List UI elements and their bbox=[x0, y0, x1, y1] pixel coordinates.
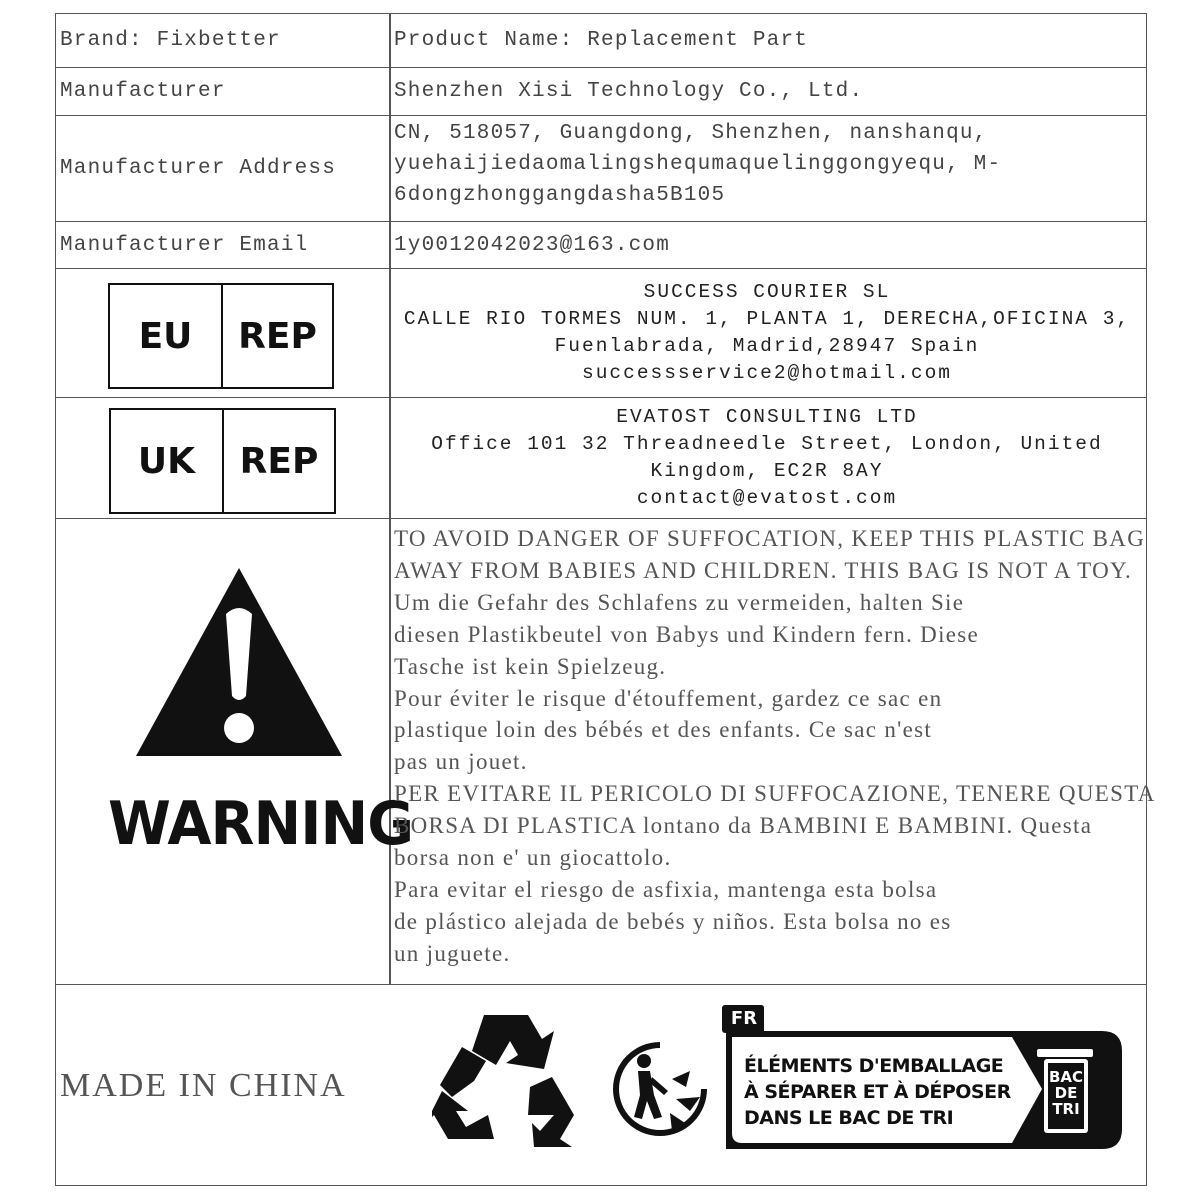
email-row bbox=[56, 222, 1146, 269]
address-line: yuehaijiedaomalingshequmaquelinggongyequ, M- bbox=[394, 153, 1002, 176]
warning-line: BORSA DI PLASTICA lontano da BAMBINI E BAMBINI. Questa bbox=[394, 813, 1093, 839]
bin-line: TRI bbox=[1052, 1100, 1080, 1118]
column-divider bbox=[389, 398, 391, 519]
uk-rep-row bbox=[56, 398, 1146, 519]
column-divider bbox=[389, 519, 391, 985]
warning-line: Para evitar el riesgo de asfixia, mantenga esta bolsa bbox=[394, 876, 938, 902]
warning-line: plastique loin des bébés et des enfants. Ce sac n'est bbox=[394, 717, 933, 743]
warning-line: Pour éviter le risque d'étouffement, gardez ce sac en bbox=[394, 685, 943, 711]
uk-rep-line: Office 101 32 Threadneedle Street, London, United bbox=[431, 433, 1103, 455]
address-line: CN, 518057, Guangdong, Shenzhen, nanshanqu, bbox=[394, 122, 988, 145]
warning-line: pas un jouet. bbox=[394, 749, 528, 775]
warning-line: AWAY FROM BABIES AND CHILDREN. THIS BAG IS NOT A TOY. bbox=[394, 557, 1132, 583]
tri-line: DANS LE BAC DE TRI bbox=[744, 1107, 954, 1129]
manufacturer-value: Shenzhen Xisi Technology Co., Ltd. bbox=[394, 80, 864, 103]
warning-line: Tasche ist kein Spielzeug. bbox=[394, 653, 667, 679]
uk-rep-label: REP bbox=[239, 440, 319, 482]
address-label: Manufacturer Address bbox=[60, 157, 337, 180]
eu-rep-line: SUCCESS COURIER SL bbox=[643, 281, 891, 303]
column-divider bbox=[389, 68, 391, 116]
warning-triangle-icon bbox=[134, 564, 344, 764]
recycling-bin-icon bbox=[1048, 1069, 1084, 1117]
warning-label: WARNING bbox=[108, 789, 414, 859]
warning-line: TO AVOID DANGER OF SUFFOCATION, KEEP THIS PLASTIC BAG bbox=[394, 526, 1146, 551]
warning-line: Um die Gefahr des Schlafens zu vermeiden, halten Sie bbox=[394, 589, 965, 615]
bin-line: DE bbox=[1054, 1084, 1078, 1102]
eu-label: EU bbox=[110, 285, 223, 387]
eu-rep-line: Fuenlabrada, Madrid,28947 Spain bbox=[554, 335, 980, 357]
fr-badge: FR bbox=[724, 1005, 764, 1031]
warning-line: diesen Plastikbeutel von Babys und Kindern fern. Diese bbox=[394, 621, 980, 647]
eu-rep-line: successservice2@hotmail.com bbox=[582, 362, 952, 384]
uk-rep-line: EVATOST CONSULTING LTD bbox=[616, 406, 918, 428]
warning-line: PER EVITARE IL PERICOLO DI SUFFOCAZIONE, TENERE QUESTA bbox=[394, 781, 1156, 807]
column-divider bbox=[389, 222, 391, 269]
column-divider bbox=[389, 116, 391, 222]
made-in-china-text: MADE IN CHINA bbox=[60, 1067, 347, 1104]
tri-line: ÉLÉMENTS D'EMBALLAGE bbox=[744, 1055, 1004, 1077]
eu-rep-badge bbox=[108, 283, 334, 389]
warning-row bbox=[56, 519, 1156, 985]
column-divider bbox=[389, 269, 391, 398]
tri-line: À SÉPARER ET À DÉPOSER bbox=[744, 1081, 1011, 1103]
footer-row bbox=[56, 985, 1146, 1185]
email-label: Manufacturer Email bbox=[60, 233, 309, 257]
uk-rep-line: Kingdom, EC2R 8AY bbox=[650, 460, 884, 482]
brand-row bbox=[56, 14, 1146, 68]
product-name-text: Product Name: Replacement Part bbox=[394, 29, 809, 52]
bin-line: BAC bbox=[1048, 1068, 1084, 1086]
recycle-icon bbox=[432, 1007, 582, 1152]
warning-statement bbox=[394, 523, 1156, 970]
triman-icon bbox=[610, 1039, 710, 1139]
address-row bbox=[56, 116, 1146, 222]
address-value bbox=[394, 116, 1140, 221]
manufacturer-label: Manufacturer bbox=[60, 80, 226, 103]
warning-line: de plástico alejada de bebés y niños. Esta bolsa no es bbox=[394, 908, 952, 934]
tri-instructions bbox=[744, 1053, 1011, 1131]
eu-rep-row bbox=[56, 269, 1146, 398]
eu-rep-contact bbox=[394, 269, 1140, 397]
column-divider bbox=[389, 14, 391, 68]
address-line: 6dongzhonggangdasha5B105 bbox=[394, 184, 726, 207]
uk-rep-contact bbox=[394, 398, 1140, 518]
eu-rep-label: REP bbox=[238, 315, 317, 357]
email-value: 1y0012042023@163.com bbox=[394, 233, 671, 257]
uk-rep-badge bbox=[109, 408, 336, 514]
warning-line: un juguete. bbox=[394, 940, 511, 966]
manufacturer-row bbox=[56, 68, 1146, 116]
brand-text: Brand: Fixbetter bbox=[60, 29, 281, 52]
eu-rep-line: CALLE RIO TORMES NUM. 1, PLANTA 1, DERECHA,OFICINA 3, bbox=[403, 308, 1131, 330]
uk-label: UK bbox=[111, 410, 224, 512]
product-info-sheet bbox=[55, 13, 1156, 1186]
warning-line: borsa non e' un giocattolo. bbox=[394, 845, 672, 871]
uk-rep-line: contact@evatost.com bbox=[636, 487, 898, 509]
